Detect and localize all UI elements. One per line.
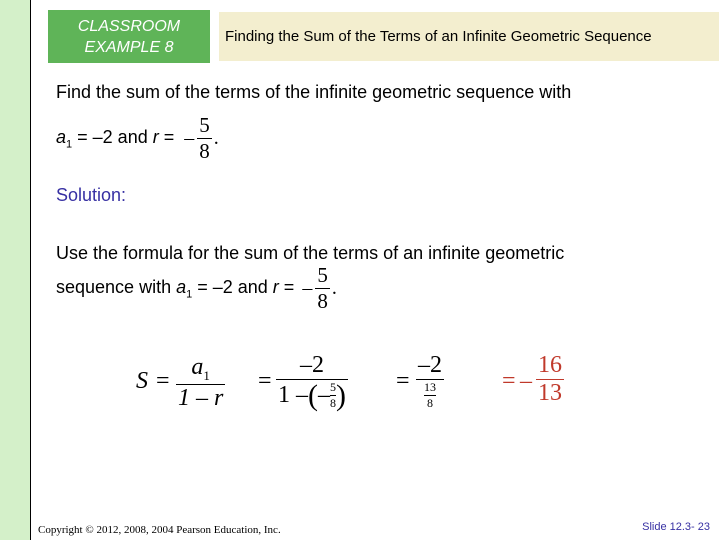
badge-line-1: CLASSROOM xyxy=(77,17,181,35)
formula-eq-2: = xyxy=(258,368,272,394)
explanation-line-1: Use the formula for the sum of the terms of an infinite geometric xyxy=(56,243,565,263)
r-numerator-2: 5 xyxy=(317,263,328,287)
left-sidebar xyxy=(0,0,30,540)
a1-subscript-2: 1 xyxy=(186,288,193,301)
title-box xyxy=(219,12,719,61)
fraction-a1-over-1-minus-r xyxy=(176,354,225,412)
problem-line-1: Find the sum of the terms of the infinite geometric sequence with xyxy=(56,82,572,102)
formula-eq-4: = xyxy=(502,368,516,394)
f2-numerator: –2 xyxy=(300,352,324,378)
solution-label: Solution: xyxy=(56,185,127,205)
fraction-minus2-over-expr: –2 1 – ( – $\frac{5}{8}$ ) xyxy=(278,352,346,412)
r-fraction-2 xyxy=(315,263,330,314)
f1-numerator-sub: 1 xyxy=(203,367,210,383)
r-equals-2: = xyxy=(278,276,295,297)
result-denominator: 13 xyxy=(538,380,562,406)
f3-den-num: 13 xyxy=(424,380,436,394)
left-divider xyxy=(30,0,31,540)
formula-eq-3: = xyxy=(396,368,410,394)
a1-value: = –2 and xyxy=(72,126,153,147)
fraction-minus2-over-13-8 xyxy=(416,352,444,411)
result-fraction xyxy=(536,352,564,407)
f2-inner-num: 5 xyxy=(330,380,336,394)
problem-line-2 xyxy=(56,113,219,164)
badge-line-2: EXAMPLE 8 xyxy=(84,38,174,56)
r-equals: = xyxy=(158,126,175,147)
classroom-example-badge xyxy=(48,10,210,63)
result-numerator: 16 xyxy=(538,352,562,378)
f3-numerator: –2 xyxy=(418,352,442,378)
r-denominator: 8 xyxy=(199,139,210,163)
a1-subscript: 1 xyxy=(66,138,73,151)
copyright-footer: Copyright © 2012, 2008, 2004 Pearson Education, Inc. xyxy=(38,524,281,536)
r-numerator: 5 xyxy=(199,113,210,137)
a1-var-2: a xyxy=(176,276,187,297)
r-var: r xyxy=(152,126,159,147)
slide-title: Finding the Sum of the Terms of an Infinite Geometric Sequence xyxy=(225,28,652,45)
f3-den-den: 8 xyxy=(427,396,433,410)
r-sign: – xyxy=(184,127,195,149)
a1-value-2: = –2 and xyxy=(192,276,273,297)
r-fraction xyxy=(197,113,212,164)
slide-number: Slide 12.3- 23 xyxy=(642,521,710,533)
f2-inner-den: 8 xyxy=(330,396,336,410)
f1-denominator: 1 – r xyxy=(178,384,224,411)
a1-var: a xyxy=(56,126,67,147)
sum-formula xyxy=(136,352,576,416)
problem-period: . xyxy=(213,127,219,149)
formula-S: S xyxy=(136,368,148,394)
r-sign-2: – xyxy=(302,277,313,299)
f1-numerator-var: a xyxy=(191,354,204,380)
f2-inner-sign: – xyxy=(318,382,330,408)
result-sign: – xyxy=(520,368,532,394)
r-var-2: r xyxy=(272,276,279,297)
r-denominator-2: 8 xyxy=(317,289,328,313)
explanation-line-2 xyxy=(56,263,337,314)
explanation-prefix: sequence with xyxy=(56,276,177,297)
formula-eq-1: = xyxy=(156,368,170,394)
f2-den-prefix: 1 – xyxy=(278,382,308,408)
f3-den-fraction xyxy=(424,380,436,411)
explanation-period: . xyxy=(331,277,337,299)
